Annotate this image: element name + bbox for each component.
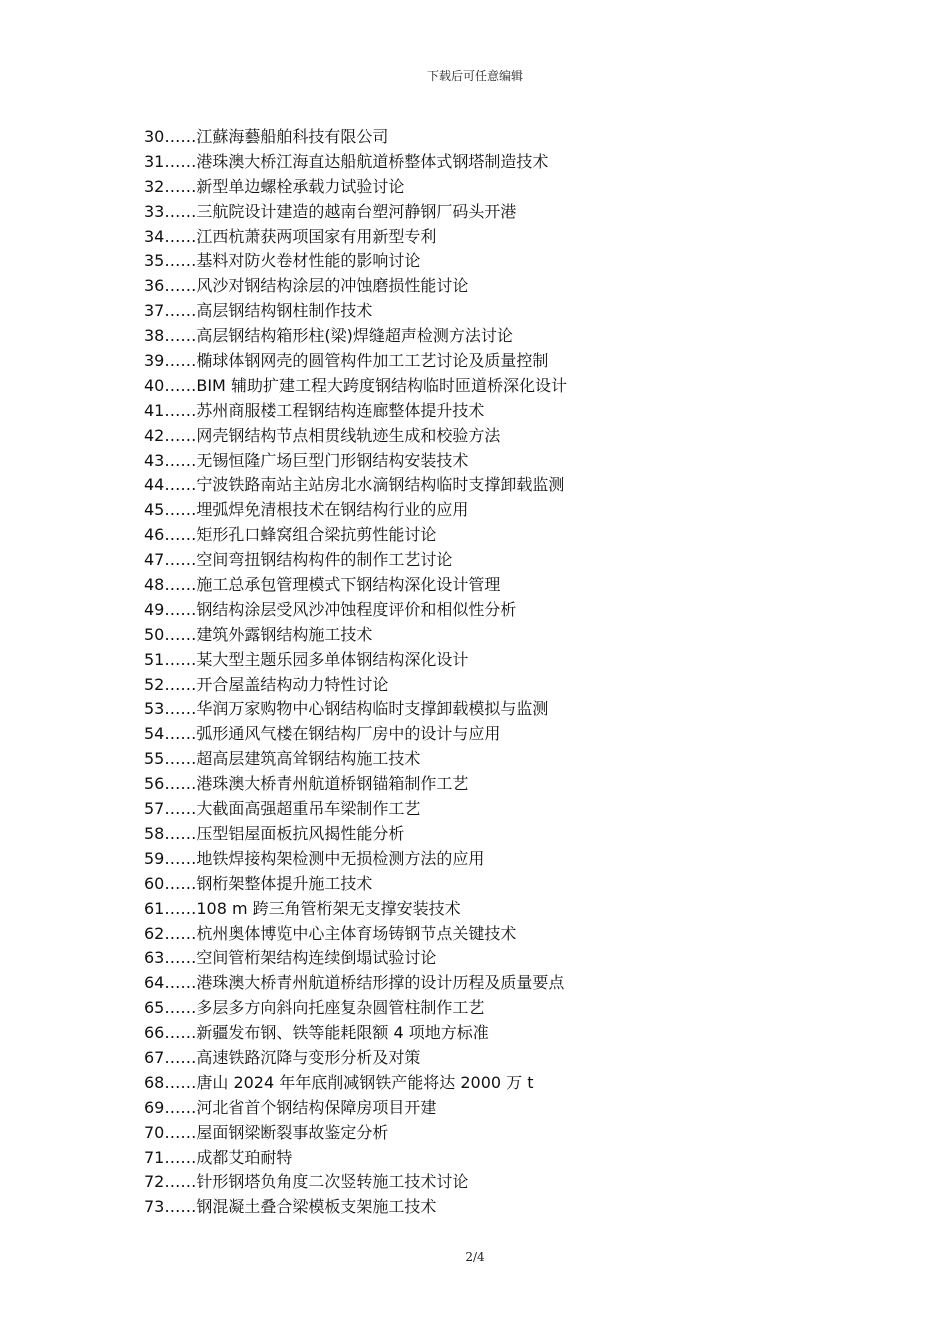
toc-item: 36……风沙对钢结构涂层的冲蚀磨损性能讨论 — [144, 276, 469, 296]
toc-item: 70……屋面钢梁断裂事故鉴定分析 — [144, 1122, 389, 1142]
toc-item: 60……钢桁架整体提升施工技术 — [144, 873, 373, 893]
toc-item: 38……高层钢结构箱形柱(梁)焊缝超声检测方法讨论 — [144, 326, 513, 346]
toc-item: 66……新疆发布钢、铁等能耗限额 4 项地方标准 — [144, 1023, 489, 1043]
toc-item: 62……杭州奥体博览中心主体育场铸钢节点关键技术 — [144, 923, 517, 943]
toc-item: 32……新型单边螺栓承载力试验讨论 — [144, 176, 405, 196]
toc-item: 33……三航院设计建造的越南台塑河静钢厂码头开港 — [144, 201, 517, 221]
toc-item: 50……建筑外露钢结构施工技术 — [144, 624, 373, 644]
toc-item: 64……港珠澳大桥青州航道桥结形撑的设计历程及质量要点 — [144, 973, 565, 993]
toc-item: 55……超高层建筑高耸钢结构施工技术 — [144, 749, 421, 769]
page-number: 2/4 — [465, 1250, 485, 1264]
toc-item: 51……某大型主题乐园多单体钢结构深化设计 — [144, 649, 469, 669]
toc-item: 63……空间管桁架结构连续倒塌试验讨论 — [144, 948, 437, 968]
toc-item: 73……钢混凝土叠合梁模板支架施工技术 — [144, 1197, 437, 1217]
toc-item: 67……高速铁路沉降与变形分析及对策 — [144, 1047, 421, 1067]
toc-item: 72……针形钢塔负角度二次竖转施工技术讨论 — [144, 1172, 469, 1192]
toc-item: 34……江西杭萧获两项国家有用新型专利 — [144, 226, 437, 246]
toc-item: 49……钢结构涂层受风沙冲蚀程度评价和相似性分析 — [144, 599, 517, 619]
toc-item: 47……空间弯扭钢结构构件的制作工艺讨论 — [144, 550, 453, 570]
toc-item: 59……地铁焊接构架检测中无损检测方法的应用 — [144, 848, 485, 868]
toc-item: 71……成都艾珀耐特 — [144, 1147, 293, 1167]
toc-item: 54……弧形通风气楼在钢结构厂房中的设计与应用 — [144, 724, 501, 744]
toc-item: 53……华润万家购物中心钢结构临时支撑卸载模拟与监测 — [144, 699, 549, 719]
page-header: 下载后可任意编辑 — [426, 69, 523, 83]
toc-item: 56……港珠澳大桥青州航道桥钢锚箱制作工艺 — [144, 774, 469, 794]
toc-item: 42……网壳钢结构节点相贯线轨迹生成和校验方法 — [144, 425, 501, 445]
toc-item: 40……BIM 辅助扩建工程大跨度钢结构临时匝道桥深化设计 — [144, 375, 567, 395]
toc-item: 45……埋弧焊免清根技术在钢结构行业的应用 — [144, 500, 469, 520]
toc-item: 58……压型铝屋面板抗风揭性能分析 — [144, 823, 405, 843]
toc-item: 52……开合屋盖结构动力特性讨论 — [144, 674, 389, 694]
toc-item: 35……基料对防火卷材性能的影响讨论 — [144, 251, 421, 271]
toc-item: 69……河北省首个钢结构保障房项目开建 — [144, 1097, 437, 1117]
toc-item: 68……唐山 2024 年年底削减钢铁产能将达 2000 万 t — [144, 1072, 534, 1092]
toc-item: 30……江蘇海藝船舶科技有限公司 — [144, 127, 389, 146]
toc-item: 61……108 m 跨三角管桁架无支撑安装技术 — [144, 898, 461, 918]
toc-item: 37……高层钢结构钢柱制作技术 — [144, 301, 373, 321]
toc-item: 43……无锡恒隆广场巨型门形钢结构安装技术 — [144, 450, 469, 470]
toc-item: 46……矩形孔口蜂窝组合梁抗剪性能讨论 — [144, 525, 437, 545]
toc-item: 31……港珠澳大桥江海直达船航道桥整体式钢塔制造技术 — [144, 151, 549, 171]
toc-item: 65……多层多方向斜向托座复杂圆管柱制作工艺 — [144, 998, 485, 1018]
table-of-contents — [144, 125, 567, 1220]
toc-item: 44……宁波铁路南站主站房北水滴钢结构临时支撑卸载监测 — [144, 475, 565, 495]
toc-item: 48……施工总承包管理模式下钢结构深化设计管理 — [144, 575, 501, 595]
toc-item: 57……大截面高强超重吊车梁制作工艺 — [144, 799, 421, 819]
toc-item: 39……椭球体钢网壳的圆管构件加工工艺讨论及质量控制 — [144, 351, 549, 371]
toc-item: 41……苏州商服楼工程钢结构连廊整体提升技术 — [144, 400, 485, 420]
